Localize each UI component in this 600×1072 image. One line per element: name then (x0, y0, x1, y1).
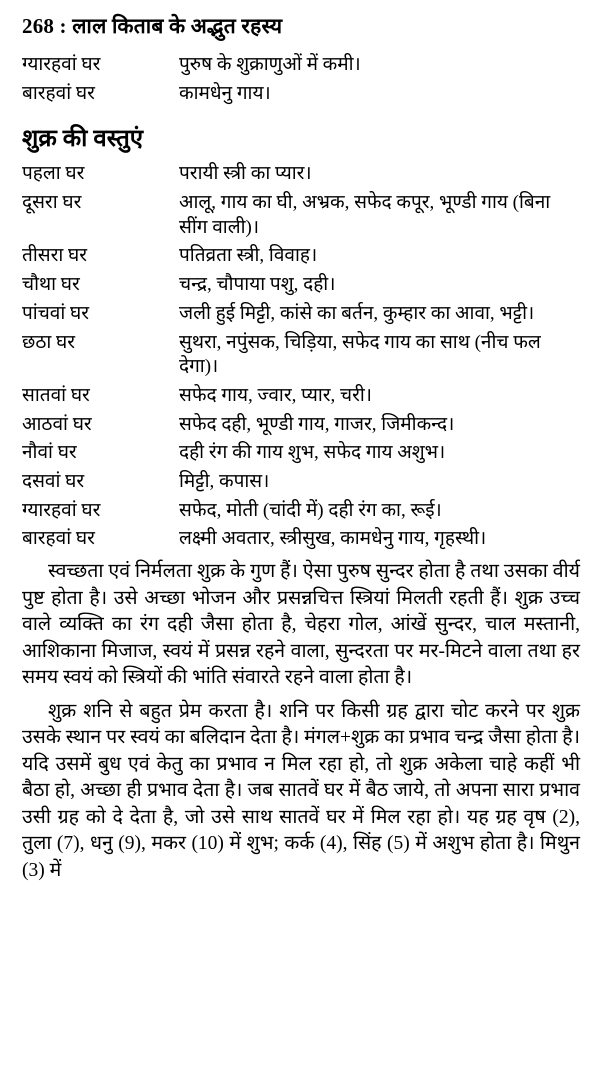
table-row (22, 498, 580, 527)
house-label: नौवां घर (22, 442, 77, 464)
house-items-table (22, 161, 580, 555)
house-label: बारहवां घर (22, 82, 95, 104)
house-description: सफेद, मोती (चांदी में) दही रंग का, रूई। (179, 499, 442, 521)
house-description: पुरुष के शुक्राणुओं में कमी। (179, 54, 361, 75)
house-description: आलू, गाय का घी, अभ्रक, सफेद कपूर, भूण्डी गाय (बिना सींग वाली)। (179, 192, 551, 238)
house-description: कामधेनु गाय। (179, 82, 271, 104)
table-row (22, 526, 580, 555)
section-title: शुक्र की वस्तुएं (22, 126, 144, 153)
table-row (22, 412, 580, 441)
house-label: सातवां घर (22, 384, 90, 406)
house-label: दूसरा घर (22, 192, 82, 214)
top-house-table (22, 52, 580, 109)
house-label: ग्यारहवां घर (22, 54, 101, 75)
house-label: आठवां घर (22, 413, 92, 435)
table-row (22, 272, 580, 301)
house-description: चन्द्र, चौपाया पशु, दही। (179, 274, 336, 296)
house-description: पतिव्रता स्त्री, विवाह। (179, 245, 318, 267)
house-label: बारहवां घर (22, 528, 95, 550)
house-label: तीसरा घर (22, 245, 88, 267)
body-paragraph: शुक्र शनि से बहुत प्रेम करता है। शनि पर किसी ग्रह द्वारा चोट करने पर शुक्र उसके स्थान पर स्वयं का बलिदान देता है। मंगल+शुक्र का प्रभाव चन्द्र जैसा होता है। यदि उसमें बुध एवं केतु का प्रभाव न मिल रहा हो, तो शुक्र अकेला चाहे कहीं भी बैठा हो, अच्छा ही प्रभाव देता है। जब सातवें घर में बैठ जाये, तो अपना सारा प्रभाव उसी ग्रह को दे देता है, जो उसे साथ सातवें घर में मिल रहा हो। यह ग्रह वृष (2), तुला (7), धनु (9), मकर (10) में शुभ; कर्क (4), सिंह (5) में अशुभ होता है। मिथुन (3) में (22, 700, 580, 881)
house-description: सफेद दही, भूण्डी गाय, गाजर, जिमीकन्द। (179, 413, 455, 435)
table-row (22, 81, 580, 110)
page-header: 268 : लाल किताब के अद्भुत रहस्य (22, 14, 283, 38)
house-description: जली हुई मिट्टी, कांसे का बर्तन, कुम्हार का आवा, भट्टी। (179, 302, 535, 324)
house-label: ग्यारहवां घर (22, 499, 101, 521)
house-description: दही रंग की गाय शुभ, सफेद गाय अशुभ। (179, 442, 446, 464)
house-label: पहला घर (22, 163, 85, 185)
table-row (22, 301, 580, 330)
table-row (22, 330, 580, 383)
table-row (22, 243, 580, 272)
table-row (22, 440, 580, 469)
house-description: मिट्टी, कपास। (179, 470, 270, 492)
house-label: दसवां घर (22, 470, 85, 492)
table-row (22, 161, 580, 190)
house-description: लक्ष्मी अवतार, स्त्रीसुख, कामधेनु गाय, गृहस्थी। (179, 528, 487, 550)
table-row (22, 52, 580, 81)
house-label: पांचवां घर (22, 302, 90, 324)
body-paragraph: स्वच्छता एवं निर्मलता शुक्र के गुण हैं। ऐसा पुरुष सुन्दर होता है तथा उसका वीर्य पुष्ट होता है। उसे अच्छा भोजन और प्रसन्नचित्त स्त्रियां मिलती रहती हैं। शुक्र उच्च वाले व्यक्ति का रंग दही जैसा होता है, चेहरा गोल, आंखें सुन्दर, चाल मस्तानी, आशिकाना मिजाज, स्वयं में प्रसन्न रहने वाला, सुन्दरता पर मर-मिटने वाला तथा हर समय स्वयं को स्त्रियों की भांति संवारते रहने वाला होता है। (22, 561, 580, 689)
house-label: चौथा घर (22, 274, 80, 296)
table-row (22, 190, 580, 243)
house-label: छठा घर (22, 331, 76, 353)
house-description: सफेद गाय, ज्वार, प्यार, चरी। (179, 384, 372, 406)
house-description: परायी स्त्री का प्यार। (179, 163, 312, 185)
house-description: सुथरा, नपुंसक, चिड़िया, सफेद गाय का साथ (नीच फल देगा)। (179, 331, 541, 378)
table-row (22, 469, 580, 498)
table-row (22, 383, 580, 412)
